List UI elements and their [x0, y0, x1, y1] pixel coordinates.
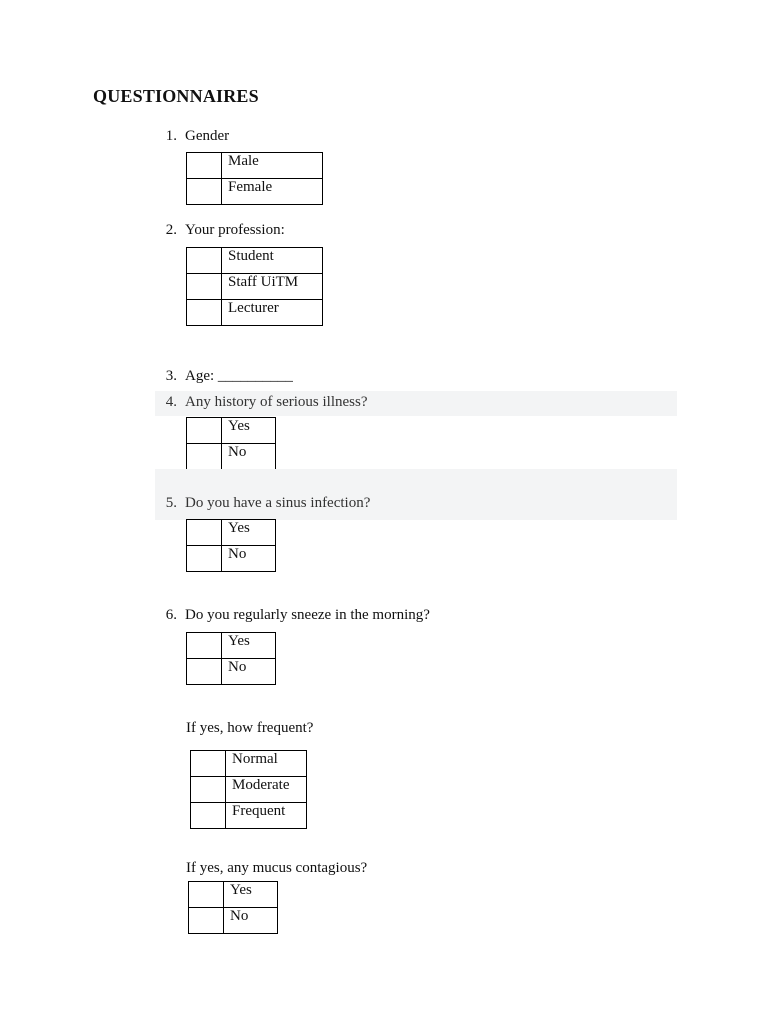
option-label: Lecturer	[222, 300, 323, 326]
option-row	[187, 179, 323, 205]
option-row	[191, 803, 307, 829]
page-title: QUESTIONNAIRES	[93, 86, 259, 106]
question-number: 5.	[165, 495, 177, 511]
question-6	[155, 606, 430, 624]
option-row	[187, 520, 276, 546]
option-row	[187, 444, 276, 470]
question-text: Any history of serious illness?	[185, 394, 368, 410]
option-label: No	[224, 908, 278, 934]
checkbox-frequent[interactable]	[191, 803, 226, 829]
mucus-options	[188, 881, 278, 934]
option-row	[187, 633, 276, 659]
option-label: Moderate	[226, 777, 307, 803]
question-text: Do you regularly sneeze in the morning?	[185, 607, 430, 623]
option-row	[187, 153, 323, 179]
option-label: Student	[222, 248, 323, 274]
question-text: Do you have a sinus infection?	[185, 495, 371, 511]
checkbox-no[interactable]	[187, 444, 222, 470]
question-number: 1.	[165, 128, 177, 144]
option-row	[187, 248, 323, 274]
question-2	[155, 221, 285, 239]
option-row	[191, 751, 307, 777]
question-3	[155, 367, 293, 385]
gender-options	[186, 152, 323, 205]
checkbox-female[interactable]	[187, 179, 222, 205]
illness-options	[186, 417, 276, 470]
sneeze-options	[186, 632, 276, 685]
sinus-options	[186, 519, 276, 572]
checkbox-student[interactable]	[187, 248, 222, 274]
option-label: No	[222, 546, 276, 572]
option-label: No	[222, 444, 276, 470]
option-row	[189, 882, 278, 908]
option-row	[191, 777, 307, 803]
checkbox-no[interactable]	[189, 908, 224, 934]
option-label: Male	[222, 153, 323, 179]
checkbox-yes[interactable]	[189, 882, 224, 908]
option-label: Staff UiTM	[222, 274, 323, 300]
question-5	[155, 494, 370, 512]
checkbox-no[interactable]	[187, 659, 222, 685]
option-row	[187, 418, 276, 444]
question-number: 2.	[165, 222, 177, 238]
option-row	[187, 659, 276, 685]
checkbox-yes[interactable]	[187, 520, 222, 546]
option-label: Yes	[222, 418, 276, 444]
option-row	[187, 274, 323, 300]
question-number: 4.	[165, 394, 177, 410]
option-row	[187, 546, 276, 572]
profession-options	[186, 247, 323, 326]
checkbox-normal[interactable]	[191, 751, 226, 777]
checkbox-moderate[interactable]	[191, 777, 226, 803]
option-row	[187, 300, 323, 326]
option-label: Frequent	[226, 803, 307, 829]
question-4	[155, 393, 367, 411]
checkbox-lecturer[interactable]	[187, 300, 222, 326]
question-number: 6.	[165, 607, 177, 623]
option-row	[189, 908, 278, 934]
option-label: Female	[222, 179, 323, 205]
question-1	[155, 127, 229, 145]
option-label: Yes	[222, 633, 276, 659]
checkbox-yes[interactable]	[187, 418, 222, 444]
followup-frequency: If yes, how frequent?	[186, 720, 314, 736]
question-text: Your profession:	[185, 222, 285, 238]
question-text: Gender	[185, 128, 230, 144]
option-label: No	[222, 659, 276, 685]
question-text: Age: __________	[185, 368, 293, 384]
checkbox-male[interactable]	[187, 153, 222, 179]
option-label: Yes	[222, 520, 276, 546]
frequency-options	[190, 750, 307, 829]
checkbox-staff-uitm[interactable]	[187, 274, 222, 300]
checkbox-yes[interactable]	[187, 633, 222, 659]
followup-mucus: If yes, any mucus contagious?	[186, 860, 368, 876]
checkbox-no[interactable]	[187, 546, 222, 572]
question-number: 3.	[165, 368, 177, 384]
option-label: Yes	[224, 882, 278, 908]
option-label: Normal	[226, 751, 307, 777]
